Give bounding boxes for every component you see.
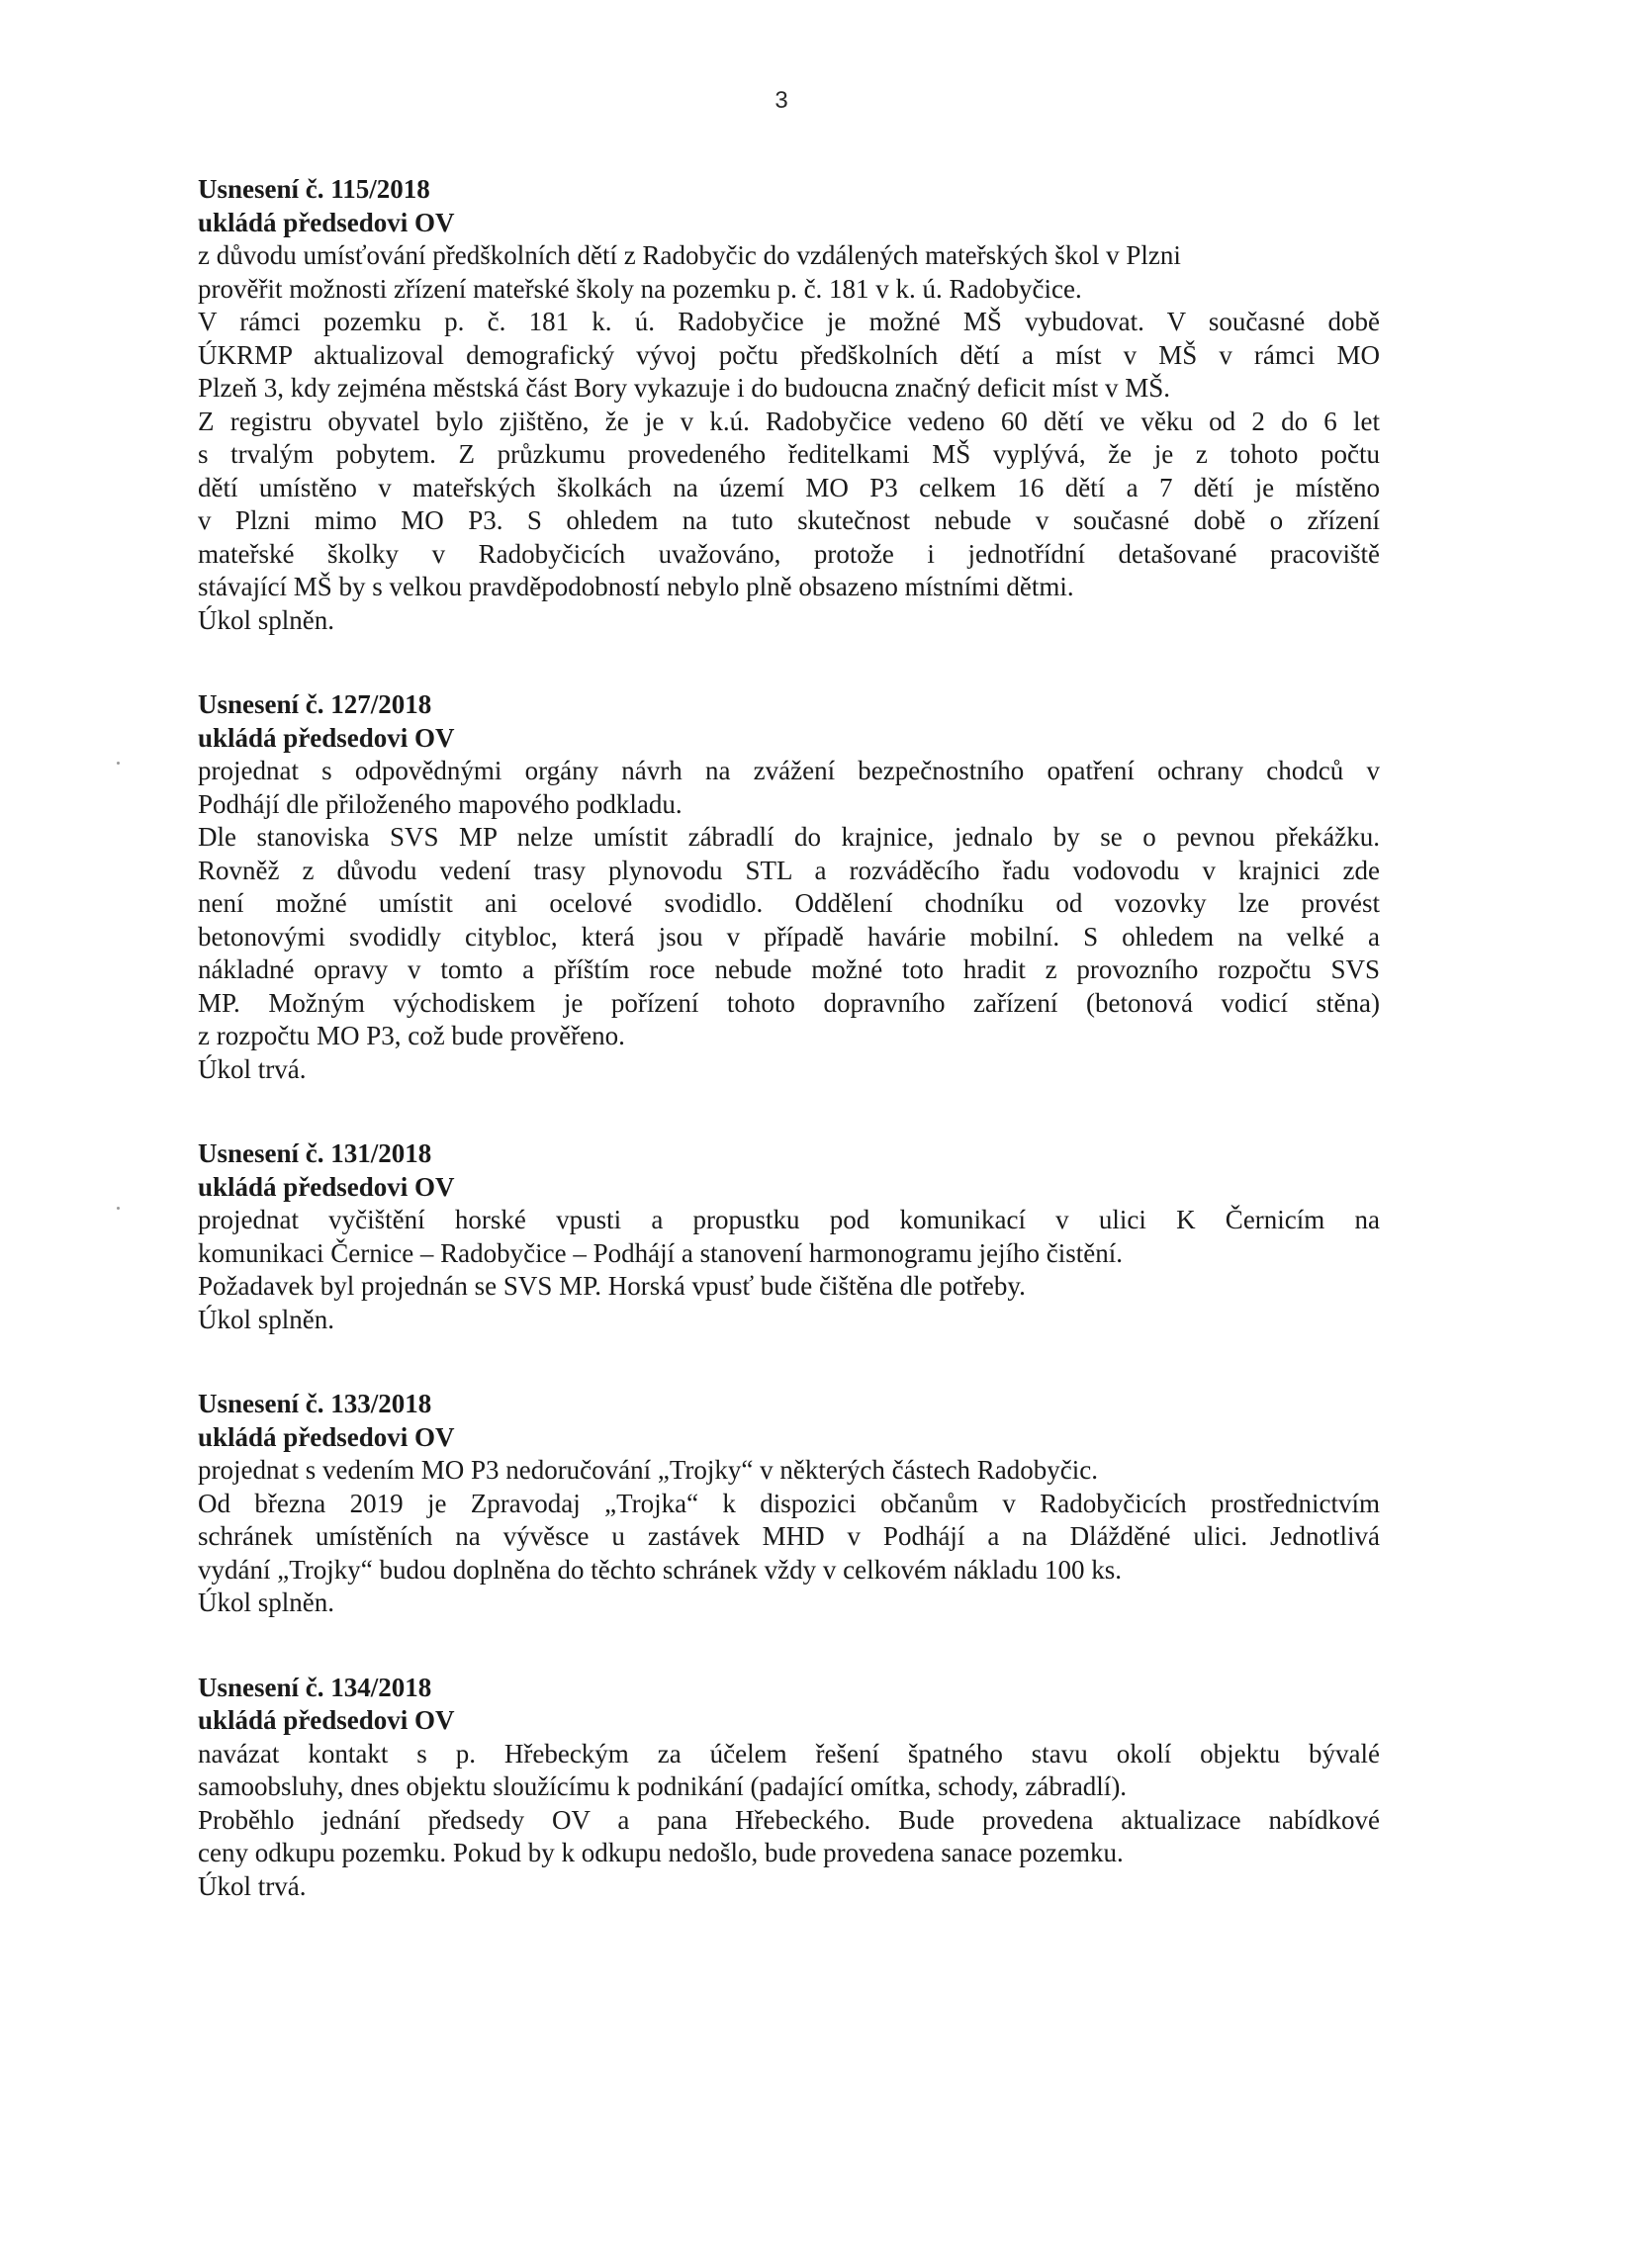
resolution-text-line: Podhájí dle přiloženého mapového podkladu. [198, 788, 683, 819]
resolution-text-line: není možné umístit ani ocelové svodidlo. Oddělení chodníku od vozovky lze provést [198, 888, 1380, 918]
scan-speck [117, 762, 120, 765]
resolution-text-line: Rovněž z důvodu vedení trasy plynovodu STL a rozváděcího řadu vodovodu v krajnici zde [198, 855, 1380, 885]
resolution-text-line: mateřské školky v Radobyčicích uvažováno, protože i jednotřídní detašované pracoviště [198, 538, 1380, 569]
resolution-text-line: Dle stanoviska SVS MP nelze umístit zábradlí do krajnice, jednalo by se o pevnou překážku. [198, 822, 1380, 852]
resolution-status: Úkol trvá. [198, 1053, 307, 1084]
resolution-action: ukládá předsedovi OV [198, 1705, 455, 1735]
resolution-text-line: navázat kontakt s p. Hřebeckým za účelem řešení špatného stavu okolí objektu bývalé [198, 1738, 1380, 1769]
resolution-text-line: Od března 2019 je Zpravodaj „Trojka“ k dispozici občanům v Radobyčicích prostřednictvím [198, 1488, 1380, 1518]
resolution-action: ukládá předsedovi OV [198, 1171, 455, 1202]
resolution-text-line: nákladné opravy v tomto a příštím roce nebude možné toto hradit z provozního rozpočtu SVS [198, 954, 1380, 984]
resolution-action: ukládá předsedovi OV [198, 722, 455, 753]
page-number: 3 [774, 87, 788, 114]
resolution-text-line: komunikaci Černice – Radobyčice – Podhájí a stanovení harmonogramu jejího čistění. [198, 1237, 1124, 1268]
document-body [198, 173, 1380, 1954]
resolution-text-line: z důvodu umísťování předškolních dětí z Radobyčic do vzdálených mateřských škol v Plzni [198, 240, 1181, 270]
resolution-status: Úkol splněn. [198, 604, 334, 635]
resolution-action: ukládá předsedovi OV [198, 1421, 455, 1452]
resolution-text-line: V rámci pozemku p. č. 181 k. ú. Radobyčice je možné MŠ vybudovat. V současné době [198, 307, 1380, 336]
resolution-title: Usnesení č. 134/2018 [198, 1672, 432, 1702]
resolution-text-line: projednat vyčištění horské vpusti a propustku pod komunikací v ulici K Černicím na [198, 1205, 1380, 1234]
resolution-block [198, 1137, 1380, 1336]
resolution-title: Usnesení č. 133/2018 [198, 1389, 432, 1418]
resolution-text-line: Požadavek byl projednán se SVS MP. Horská vpusť bude čištěna dle potřeby. [198, 1271, 1026, 1301]
resolution-text-line: Z registru obyvatel bylo zjištěno, že je v k.ú. Radobyčice vedeno 60 dětí ve věku od 2 do 6 let [198, 406, 1380, 436]
resolution-text-line: stávající MŠ by s velkou pravděpodobností nebylo plně obsazeno místními dětmi. [198, 572, 1074, 601]
resolution-text-line: Proběhlo jednání předsedy OV a pana Hřebeckého. Bude provedena aktualizace nabídkové [198, 1804, 1380, 1835]
resolution-text-line: z rozpočtu MO P3, což bude prověřeno. [198, 1021, 625, 1050]
resolution-block [198, 688, 1380, 1086]
resolution-text-line: ÚKRMP aktualizoval demografický vývoj počtu předškolních dětí a míst v MŠ v rámci MO [198, 339, 1380, 370]
resolution-action: ukládá předsedovi OV [198, 207, 455, 237]
resolution-text-line: samoobsluhy, dnes objektu sloužícímu k podnikání (padající omítka, schody, zábradlí). [198, 1771, 1128, 1801]
resolution-status: Úkol splněn. [198, 1304, 334, 1334]
resolution-text-line: Plzeň 3, kdy zejména městská část Bory vykazuje i do budoucna značný deficit míst v MŠ. [198, 373, 1171, 403]
resolution-block [198, 173, 1380, 637]
resolution-text-line: schránek umístěních na vývěsce u zastávek MHD v Podhájí a na Dlážděné ulici. Jednotlivá [198, 1521, 1380, 1551]
resolution-title: Usnesení č. 127/2018 [198, 689, 432, 719]
resolution-title: Usnesení č. 131/2018 [198, 1138, 432, 1168]
resolution-text-line: v Plzni mimo MO P3. S ohledem na tuto skutečnost nebude v současné době o zřízení [198, 505, 1380, 535]
resolution-title: Usnesení č. 115/2018 [198, 174, 430, 204]
resolution-text-line: projednat s vedením MO P3 nedoručování „Trojky“ v některých částech Radobyčic. [198, 1455, 1099, 1485]
resolution-text-line: s trvalým pobytem. Z průzkumu provedeného ředitelkami MŠ vyplývá, že je z tohoto počtu [198, 439, 1380, 469]
resolution-status: Úkol trvá. [198, 1870, 307, 1901]
resolution-status: Úkol splněn. [198, 1588, 334, 1617]
resolution-text-line: ceny odkupu pozemku. Pokud by k odkupu nedošlo, bude provedena sanace pozemku. [198, 1838, 1124, 1867]
resolution-block [198, 1388, 1380, 1620]
resolution-text-line: prověřit možnosti zřízení mateřské školy na pozemku p. č. 181 v k. ú. Radobyčice. [198, 273, 1082, 304]
resolution-text-line: vydání „Trojky“ budou doplněna do těchto schránek vždy v celkovém nákladu 100 ks. [198, 1554, 1123, 1585]
resolution-text-line: projednat s odpovědnými orgány návrh na zvážení bezpečnostního opatření ochrany chodců v [198, 756, 1380, 785]
resolution-text-line: dětí umístěno v mateřských školkách na území MO P3 celkem 16 dětí a 7 dětí je místěno [198, 472, 1380, 502]
resolution-block [198, 1672, 1380, 1904]
resolution-text-line: betonovými svodidly citybloc, která jsou v případě havárie mobilní. S ohledem na velké a [198, 921, 1380, 952]
scan-speck [117, 1207, 120, 1210]
resolution-text-line: MP. Možným východiskem je pořízení tohoto dopravního zařízení (betonová vodicí stěna) [198, 987, 1380, 1018]
